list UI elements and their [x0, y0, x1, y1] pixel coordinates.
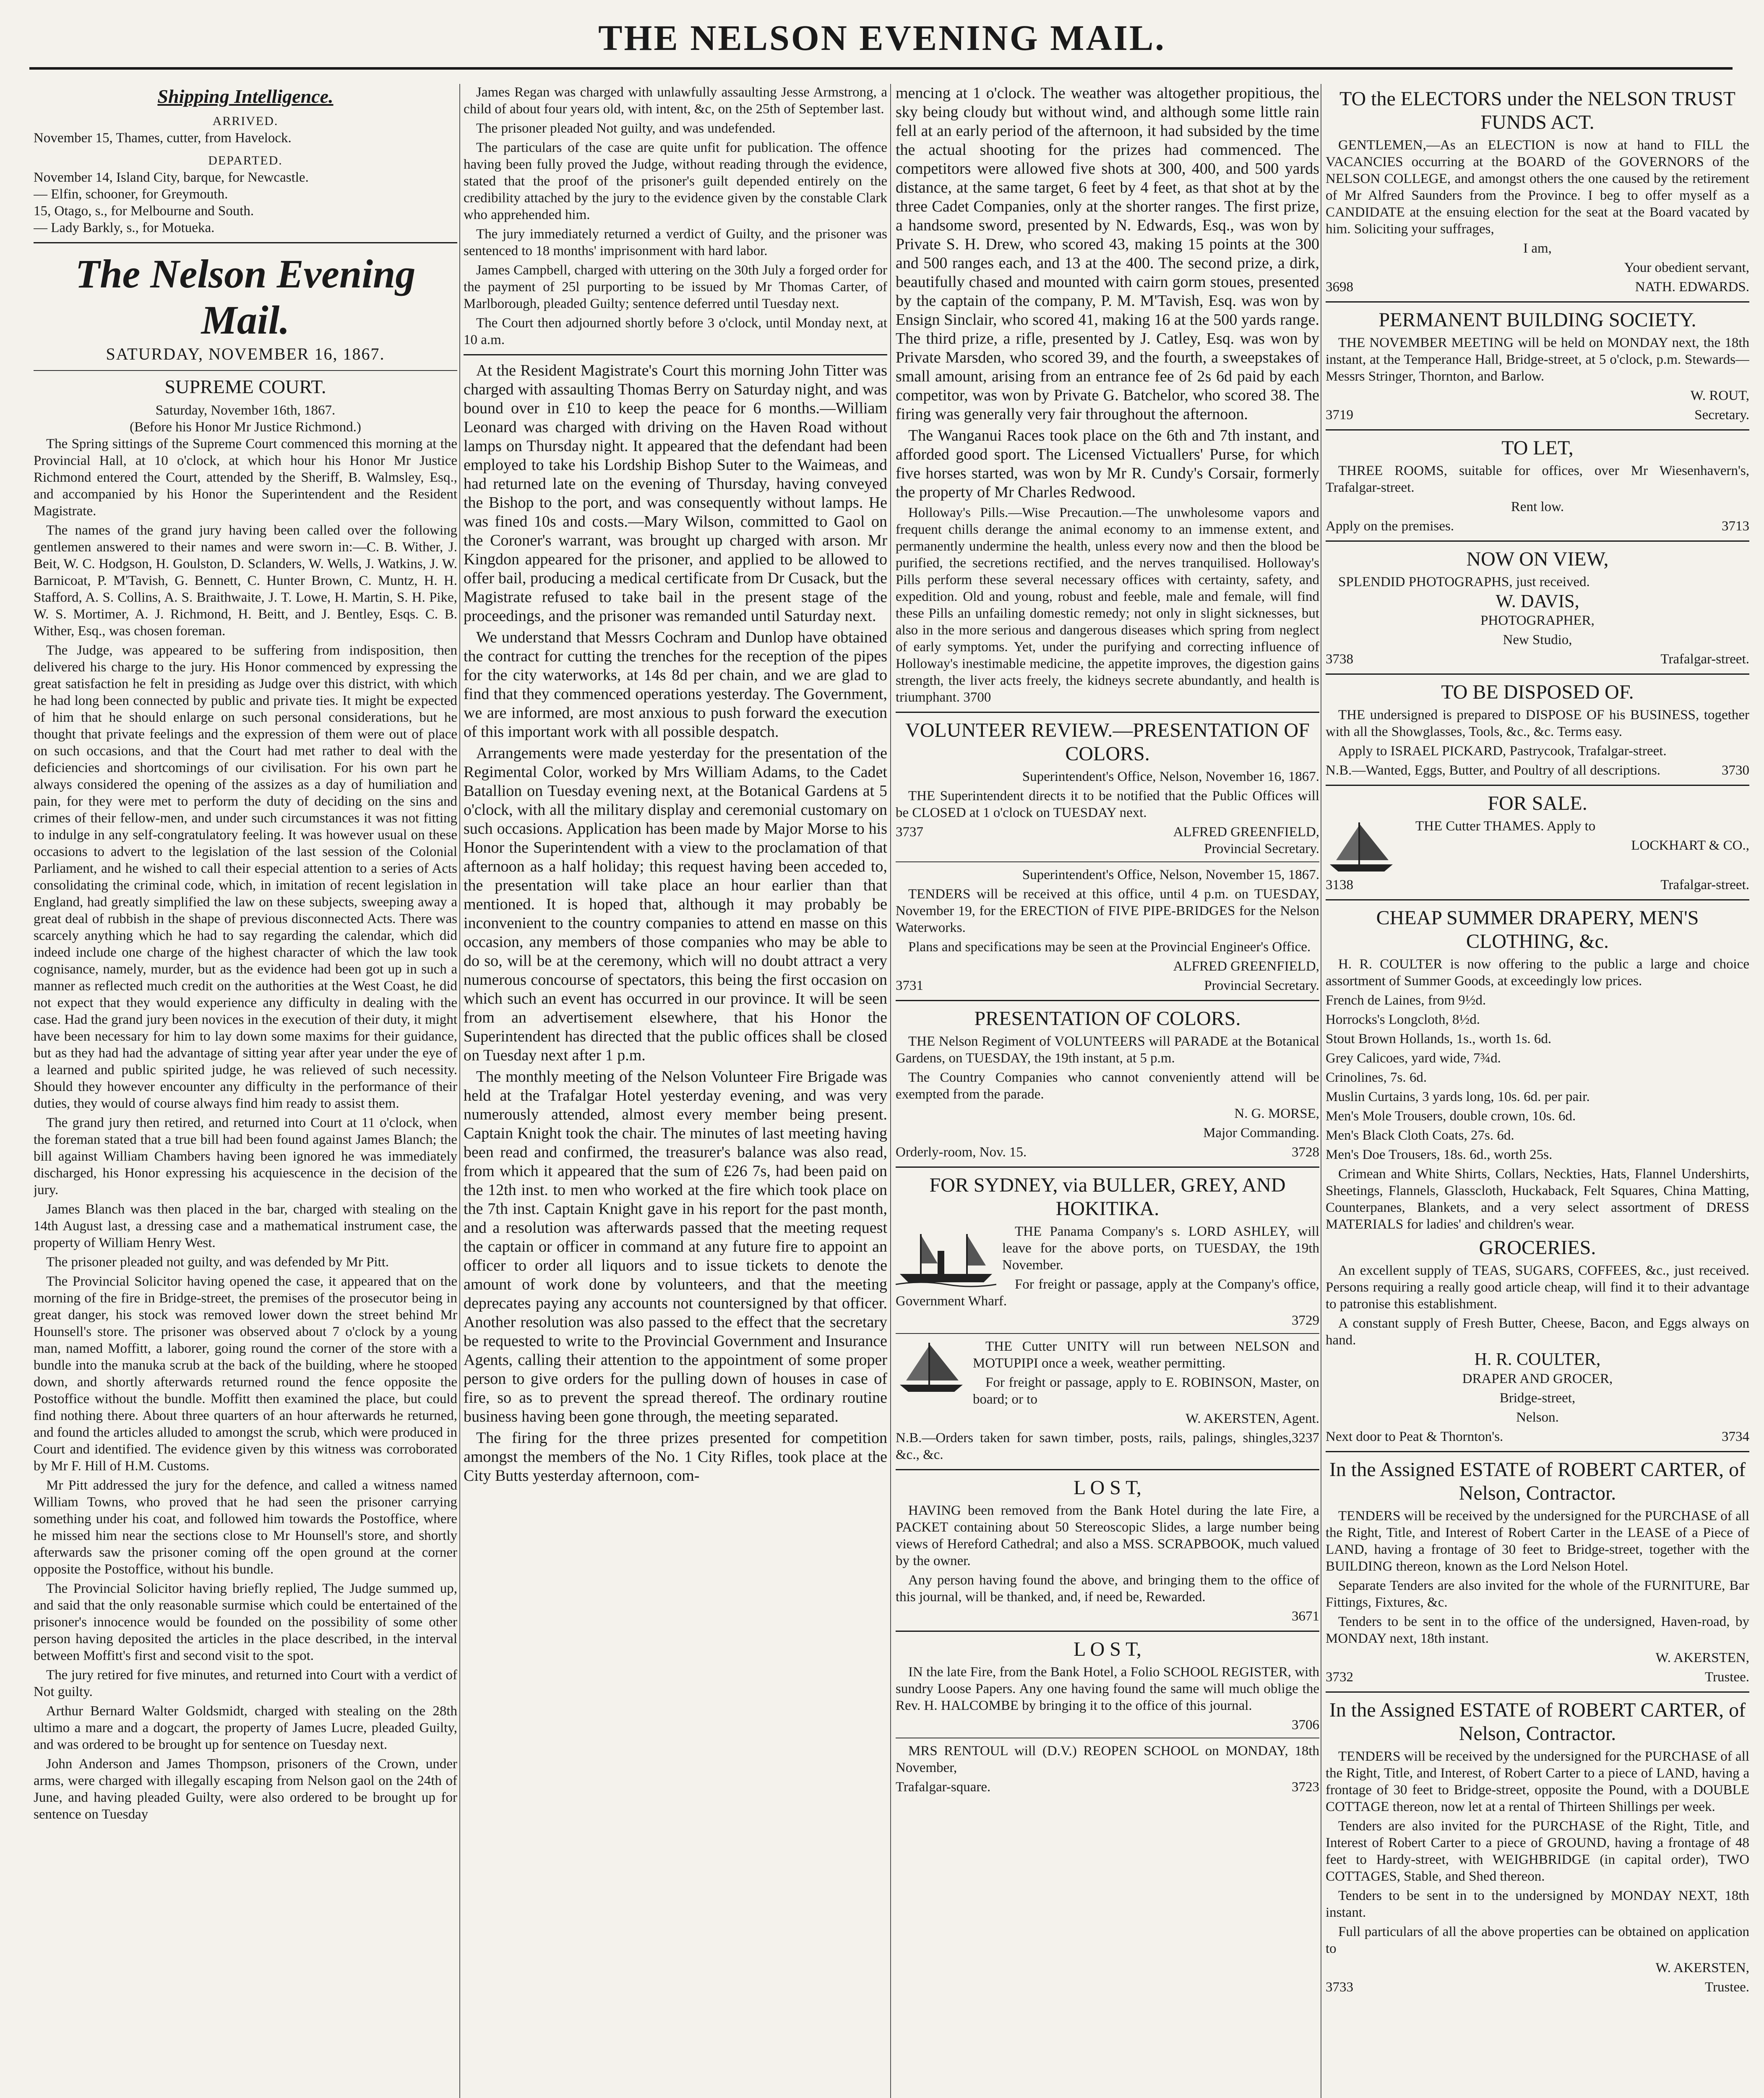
colors-title: PRESENTATION OF COLORS. — [974, 1007, 1241, 1030]
article-paragraph: The Provincial Solicitor having opened the case, it appeared that on the morning of the fire in Bridge-street, the premises of the prosecutor being in great danger, his stock was removed lower down the street behind Mr Hounsell's store. The prisoner was observed about 7 o'clock by a young man, named Moffitt, a laborer, going round the corner of the store with a bundle into the manuka scrub at the back of the building, where he stooped down, and shortly afterwards returned round the fence opposite the Postoffice without the bundle. Moffitt then examined the place, but could find nothing there. About three quarters of an hour afterwards he returned, and found the articles alluded to amongst the scrub, which were produced in Court and identified. The evidence given by this witness was corroborated by Mr F. Hill of H.M. Customs. — [34, 1274, 457, 1474]
text-line: Trafalgar-street. — [1660, 652, 1749, 667]
text-line: THE undersigned is prepared to DISPOSE OF his BUSINESS, together with all the Showglasses, Tools, &c., &c. Terms easy. — [1326, 707, 1749, 739]
text-line: 3734 — [1722, 1429, 1749, 1444]
text-line: MRS RENTOUL will (D.V.) REOPEN SCHOOL on MONDAY, 18th November, — [896, 1743, 1319, 1775]
text-line: Grey Calicoes, yard wide, 7¾d. — [1326, 1051, 1501, 1066]
sydney-title: FOR SYDNEY, via BULLER, GREY, AND HOKITIKA. — [929, 1174, 1286, 1220]
departed-label: DEPARTED. — [208, 154, 283, 167]
text-line: Men's Doe Trousers, 18s. 6d., worth 25s. — [1326, 1147, 1553, 1162]
text-line: THE NOVEMBER MEETING will be held on MONDAY next, the 18th instant, at the Temperance Hall, Bridge-street, at 5 o'clock, p.m. Stewards—Messrs Stringer, Thornton, and Barlow. — [1326, 335, 1749, 384]
article-paragraph: The jury immediately returned a verdict of Guilty, and the prisoner was sentenced to 18 months' imprisonment with hard labor. — [464, 227, 887, 258]
text-line: W. AKERSTEN, Agent. — [1186, 1411, 1319, 1426]
vol-text: THE Superintendent directs it to be notified that the Public Offices will be CLOSED at 1 o'clock on TUESDAY next. — [896, 788, 1319, 820]
article-paragraph: The names of the grand jury having been called over the following gentlemen answered to their names and were sworn in:—C. B. Wither, J. Beit, W. C. Hodgson, H. Goulston, D. Sclanders, W. Wells, J. Watkins, J. W. Barnicoat, P. M'Tavish, G. Bennett, C. Hunter Brown, C. Muntz, H. H. Stafford, A. S. Collins, A. S. Braithwaite, J. T. Lowe, H. Martin, S. H. Pike, W. S. Mortimer, A. J. Richmond, H. Beitt, and J. Bentley, Esqs. C. B. Wither, Esq., was chosen foreman. — [34, 523, 457, 639]
text-line: W. ROUT, — [1690, 388, 1749, 403]
text-line: Horrocks's Longcloth, 8½d. — [1326, 1012, 1480, 1027]
departed-item: — Lady Barkly, s., for Motueka. — [34, 220, 215, 235]
carter-title: In the Assigned ESTATE of ROBERT CARTER, of Nelson, Contractor. — [1329, 1699, 1746, 1745]
article-paragraph: mencing at 1 o'clock. The weather was altogether propitious, the sky being cloudy but without wind, and although some little rain fell at an early period of the afternoon, it had subsided by the time the actual shooting for the prizes had commenced. The competitors were allowed five shots at 300, 400, and 500 yards distance, at the same target, 6 feet by 4 feet, as that shot at by the three Cadet Companies, only at the shorter ranges. The first prize, a handsome sword, presented by N. Edwards, Esq., was won by Private S. H. Drew, who scored 43, making 15 points at the 300 and 500 ranges each, and 13 at the 400. The second prize, a dirk, beautifully chased and mounted with cairn gorm stoues, presented by the captain of the company, P. M. M'Tavish, Esq. was won by Ensign Sinclair, who scored 41, making 16 at the 500 yards range. The third prize, a rifle, presented by J. Catley, Esq. was won by Private Marsden, who scored 39, and the fourth, a sweepstakes of small amount, arising from an entrance fee of 2s 6d paid by each competitor, was won by Private G. Batchelor, who scored 38. The firing was generally very fair throughout the afternoon. — [896, 84, 1319, 423]
text-line: An excellent supply of TEAS, SUGARS, COFFEES, &c., just received. Persons requiring a really good article cheap, will find it to their advantage to patronise this establishment. — [1326, 1263, 1749, 1312]
text-line: W. AKERSTEN, — [1655, 1960, 1749, 1975]
text-line: Muslin Curtains, 3 yards long, 10s. 6d. per pair. — [1326, 1089, 1590, 1104]
building-title: PERMANENT BUILDING SOCIETY. — [1378, 309, 1696, 331]
text-line: H. R. COULTER is now offering to the public a large and choice assortment of Summer Goods, at exceedingly low prices. — [1326, 957, 1749, 989]
court-title: SUPREME COURT. — [164, 376, 326, 397]
date-line: SATURDAY, NOVEMBER 16, 1867. — [106, 344, 385, 363]
vol-office: Superintendent's Office, Nelson, November 16, 1867. — [1022, 769, 1319, 784]
column-1 — [34, 84, 457, 2098]
text-line: Tenders to be sent in to the office of the undersigned, Haven-road, by MONDAY next, 18th instant. — [1326, 1614, 1749, 1646]
text-line: New Studio, — [1503, 632, 1572, 647]
text-line: Major Commanding. — [1203, 1125, 1319, 1140]
text-line: W. DAVIS, — [1496, 591, 1579, 611]
text-line: 3733 — [1326, 1980, 1353, 1995]
text-line: DRAPER AND GROCER, — [1462, 1371, 1613, 1386]
text-line: 3731 — [896, 978, 923, 993]
text-line: THE Panama Company's s. LORD ASHLEY, will leave for the above ports, on TUESDAY, the 19th November. — [1002, 1224, 1319, 1273]
text-line: Rent low. — [1511, 499, 1564, 514]
article-paragraph: The grand jury then retired, and returned into Court at 11 o'clock, when the foreman stated that a true bill had been found against James Blanch; the bill against William Chambers having been ignored he was immediately discharged, his Honor expressing his acquiescence in the decision of the jury. — [34, 1115, 457, 1198]
court-date: Saturday, November 16th, 1867. — [155, 403, 336, 418]
text-line: SPLENDID PHOTOGRAPHS, just received. — [1338, 574, 1590, 590]
lost-title: L O S T, — [1074, 1638, 1141, 1660]
text-line: Men's Black Cloth Coats, 27s. 6d. — [1326, 1128, 1514, 1143]
text-line: 3713 — [1722, 519, 1749, 534]
text-line: 3730 — [1722, 763, 1749, 778]
article-paragraph: The Judge, was appeared to be suffering from indisposition, then delivered his charge to the jury. His Honor commenced by expressing the great satisfaction he felt in presiding as Judge over this district, with which he had long been connected by public and private ties. It might be expected of him that he should enlarge on such personal considerations, but he thought that private feelings and the expression of them were out of place on such occasions, and that the Court had met rather to deal with the deficiencies and shortcomings of our civilisation. For his own part he always considered the opening of the assizes as a day of humiliation and pain, for they were met to perform the duty of deciding on the sins and crimes of their fellow-men, and under such circumstances it was not fitting to indulge in any self-congratulatory feeling. It was however usual on these occasions to advert to the legislation of the last session of the Colonial Parliament, and he wished to call their especial attention to a series of Acts consolidating the criminal code, which, in imitation of recent legislation in England, had greatly simplified the law on these subjects, sweeping away a great deal of rubbish in the shape of previous disconnected Acts. There was scarcely anything which he had to say regarding the calendar, which did indeed include one charge of the highest character of which the law took cognisance, namely, murder, but as the evidence had been got up in such a manner as reflected much credit on the authorities at the West Coast, he did not expect that they would experience any difficulty in dealing with the case. Had the grand jury been novices in the execution of their duty, it might have been necessary for him to lay down some maxims for their guidance, but as they had had the advantage of sitting year after year under the eye of a learned and public spirited judge, he was relieved of such necessity. Should they however encounter any difficulty in the performance of their duties, they would of course always find him ready to assist them. — [34, 643, 457, 1111]
article-paragraph: We understand that Messrs Cochram and Dunlop have obtained the contract for cutting the trenches for the reception of the pipes for the city waterworks, at 14s 8d per chain, and we are glad to find that they commenced operations yesterday. The Government, we are informed, are most anxious to push forward the execution of this important work with all possible despatch. — [464, 629, 887, 741]
text-line: W. AKERSTEN, — [1655, 1650, 1749, 1665]
text-line: 3237 — [1292, 1430, 1319, 1446]
text-line: HAVING been removed from the Bank Hotel during the late Fire, a PACKET containing about 50 Stereoscopic Slides, a large number being views of Hereford Cathedral; and also a MSS. SCRAPBOOK, much valued by the owner. — [896, 1503, 1319, 1568]
text-line: Trustee. — [1704, 1670, 1749, 1685]
text-line: ALFRED GREENFIELD, — [1173, 825, 1319, 840]
paper-name: The Nelson Evening Mail. — [75, 251, 416, 342]
steamship-icon — [896, 1226, 996, 1289]
text-line: 3729 — [1292, 1313, 1319, 1328]
text-line: 3671 — [1292, 1609, 1319, 1624]
masthead: THE NELSON EVENING MAIL. — [598, 18, 1166, 58]
text-line: Provincial Secretary. — [1204, 841, 1319, 856]
text-line: I am, — [1523, 241, 1552, 256]
text-line: LOCKHART & CO., — [1631, 838, 1749, 853]
lost-title: L O S T, — [1074, 1477, 1141, 1499]
text-line: THE Cutter UNITY will run between NELSON and MOTUPIPI once a week, weather permitting. — [973, 1339, 1319, 1371]
tender-text: TENDERS will be received at this office, until 4 p.m. on TUESDAY, November 19, for the ERECTION of FIVE PIPE-BRIDGES for the Nelson Waterworks. — [896, 887, 1319, 935]
article-paragraph: The prisoner pleaded Not guilty, and was undefended. — [476, 121, 776, 136]
text-line: Bridge-street, — [1499, 1391, 1576, 1406]
court-before: (Before his Honor Mr Justice Richmond.) — [130, 420, 361, 435]
text-line: THREE ROOMS, suitable for offices, over Mr Wiesenhavern's, Trafalgar-street. — [1326, 463, 1749, 495]
text-line: 3706 — [1292, 1717, 1319, 1733]
article-paragraph: The Court then adjourned shortly before 3 o'clock, until Monday next, at 10 a.m. — [464, 316, 887, 347]
cutter-icon — [896, 1341, 967, 1395]
text-line: N. G. MORSE, — [1234, 1106, 1319, 1121]
text-line: The Country Companies who cannot conveniently attend will be exempted from the parade. — [896, 1070, 1319, 1102]
sale-title: FOR SALE. — [1488, 792, 1587, 814]
text-line: Next door to Peat & Thornton's. — [1326, 1429, 1503, 1444]
masthead-rule — [29, 67, 1733, 70]
electors-title: TO the ELECTORS under the NELSON TRUST FUNDS ACT. — [1339, 88, 1735, 133]
text-line: 3723 — [1292, 1780, 1319, 1795]
column-3 — [896, 84, 1319, 2098]
text-line: Apply on the premises. — [1326, 519, 1454, 534]
text-line: GENTLEMEN,—As an ELECTION is now at hand to FILL the VACANCIES occurring at the BOARD of the GOVERNORS of the NELSON COLLEGE, and amongst others the one caused by the retirement of Mr Alfred Saunders from the Province. I beg to offer myself as a CANDIDATE at the ensuing election for the seat at the Board vacated by him. Soliciting your suffrages, — [1326, 138, 1749, 237]
article-paragraph: James Regan was charged with unlawfully assaulting Jesse Armstrong, a child of about four years old, with intent, &c, on the 25th of September last. — [464, 85, 887, 117]
shipping-title: Shipping Intelligence. — [157, 86, 334, 107]
article-paragraph: James Campbell, charged with uttering on the 30th July a forged order for the payment of 25l purporting to be issued by Mr Thomas Carter, of Marlborough, pleaded Guilty; sentence deferred until Tuesday next. — [464, 263, 887, 311]
cutter-icon — [1326, 820, 1397, 875]
text-line: Full particulars of all the above properties can be obtained on application to — [1326, 1924, 1749, 1956]
article-paragraph: John Anderson and James Thompson, prisoners of the Crown, under arms, were charged with illegally escaping from Nelson gaol on the 24th of June, and having pleaded Guilty, were also ordered to be brought up for sentence on Tuesday — [34, 1756, 457, 1822]
text-line: Stout Brown Hollands, 1s., worth 1s. 6d. — [1326, 1031, 1552, 1046]
text-line: Trafalgar-street. — [1660, 877, 1749, 892]
text-line: 3719 — [1326, 407, 1353, 423]
text-line: A constant supply of Fresh Butter, Cheese, Bacon, and Eggs always on hand. — [1326, 1316, 1749, 1348]
text-line: Crinolines, 7s. 6d. — [1326, 1070, 1427, 1085]
text-line: Any person having found the above, and bringing them to the office of this journal, will be thanked, and, if need be, Rewarded. — [896, 1573, 1319, 1605]
tender-office: Superintendent's Office, Nelson, November 15, 1867. — [1022, 867, 1319, 882]
text-line: French de Laines, from 9½d. — [1326, 993, 1486, 1008]
groceries-title: GROCERIES. — [1479, 1237, 1596, 1259]
column-rule-2 — [890, 84, 891, 2098]
text-line: TENDERS will be received by the undersigned for the PURCHASE of all the Right, Title, and Interest of Robert Carter in the LEASE of a Piece of LAND, having a frontage of 30 feet to Bridge-street, together with the BUILDING thereon, known as the Lord Nelson Hotel. — [1326, 1508, 1749, 1574]
article-paragraph: The Spring sittings of the Supreme Court commenced this morning at the Provincial Hall, at 10 o'clock, at which hour his Honor Mr Justice Richmond entered the Court, attended by the Sheriff, B. Walmsley, Esq., and accompanied by his Honor the Superintendent and the Resident Magistrate. — [34, 436, 457, 519]
article-paragraph: The jury retired for five minutes, and returned into Court with a verdict of Not guilty. — [34, 1667, 457, 1699]
text-line: Your obedient servant, — [1624, 260, 1749, 275]
text-line: 3700 — [963, 690, 991, 705]
departed-item: — Elfin, schooner, for Greymouth. — [34, 187, 228, 202]
text-line: 3698 — [1326, 279, 1353, 295]
article-paragraph: The Provincial Solicitor having briefly replied, The Judge summed up, and said that the only reasonable surmise which could be entertained of the prisoner's innocence would be founded on the possibility of some other person having deposited the articles in the place described, in the interval between Moffitt's first and second visit to the spot. — [34, 1581, 457, 1663]
text-line: Nelson. — [1516, 1410, 1559, 1425]
departed-item: 15, Otago, s., for Melbourne and South. — [34, 204, 254, 219]
text-line: N.B.—Wanted, Eggs, Butter, and Poultry of all descriptions. — [1326, 763, 1660, 778]
text-line: For freight or passage, apply to E. ROBINSON, Master, on board; or to — [973, 1375, 1319, 1407]
text-line: IN the late Fire, from the Bank Hotel, a Folio SCHOOL REGISTER, with sundry Loose Papers. Any one having found the same will much oblige the Rev. H. HALCOMBE by bringing it to the office of this journal. — [896, 1665, 1319, 1713]
article-paragraph: The Wanganui Races took place on the 6th and 7th instant, and afforded good sport. The Licensed Victuallers' Purse, for which five horses started, was won by Mr R. Cundy's Corsair, formerly the property of Mr Charles Redwood. — [896, 427, 1319, 501]
arrived-label: ARRIVED. — [212, 114, 279, 128]
column-rule-1 — [459, 84, 460, 2098]
article-paragraph: The particulars of the case are quite unfit for publication. The offence having been fully proved the Judge, without reading through the evidence, stated that the proof of the prisoner's guilt depended entirely on the credibility attached by the jury to the evidence given by the constable Clark who apprehended him. — [464, 140, 887, 222]
text-line: THE Nelson Regiment of VOLUNTEERS will PARADE at the Botanical Gardens, on TUESDAY, the 19th instant, at 5 p.m. — [896, 1034, 1319, 1066]
article-paragraph: Arrangements were made yesterday for the presentation of the Regimental Color, worked by Mrs William Adams, to the Cadet Batallion on Tuesday evening next, at the Botanical Gardens at 5 o'clock, with all the military display and ceremonial customary on such occasions. Application has been made by Major Morse to his Honor the Superintendent with a view to the proclamation of that afternoon as a half holiday; this request having been acceded to, the presentation will take place an hour earlier than that mentioned. It is hoped that, although it may probably be inconvenient to the country companies to attend en masse on this occasion, any members of those companies who may be able to do so, will be at the ceremony, which will no doubt attract a very numerous concourse of spectators, this being the first occasion on which such an event has occurred in our province. It will be seen from an advertisement elsewhere, that his Honor the Superintendent has directed that the public offices shall be closed on Tuesday next after 1 p.m. — [464, 744, 887, 1064]
arrived-item: November 15, Thames, cutter, from Havelock. — [34, 130, 292, 146]
text-line: Apply to ISRAEL PICKARD, Pastrycook, Trafalgar-street. — [1338, 744, 1667, 759]
article-paragraph: The monthly meeting of the Nelson Volunteer Fire Brigade was held at the Trafalgar Hotel yesterday evening, and was very numerously attended, almost every member being present. Captain Knight took the chair. The minutes of last meeting having been read and confirmed, the treasurer's balance was also read, from which it appeared that the sum of £26 7s, had been paid on the 12th inst. to men who worked at the fire which took place on the 7th inst. Captain Knight gave in his report for the past month, and a resolution was afterwards passed that the meeting request the captain or officer in command at any future fire to appoint an officer to order all liquors and to issue tickets to denote the amount of work done by volunteers, and that the meeting deprecates paying any accounts not countersigned by that officer. Another resolution was also passed to the effect that the secretary be requested to write to the Provincial Government and Insurance Agents, calling their attention to the appointment of some proper person to give orders for the pulling down of houses in case of fire, so as to prevent the spread thereof. The ordinary routine business having been gone through, the meeting separated. — [464, 1068, 887, 1425]
text-line: Crimean and White Shirts, Collars, Neckties, Hats, Flannel Undershirts, Sheetings, Flannels, Glasscloth, Huckaback, Felt Squares, China Matting, Counterpanes, Blankets, and a very select assortment of DRESS MATERIALS for ladies' and children's wear. — [1326, 1166, 1749, 1232]
text-line: 3732 — [1326, 1670, 1353, 1685]
dispose-title: TO BE DISPOSED OF. — [1441, 681, 1634, 703]
text-line: Provincial Secretary. — [1204, 978, 1319, 993]
volunteer-title: VOLUNTEER REVIEW.—PRESENTATION OF COLORS. — [905, 719, 1310, 765]
text-line: 3138 — [1326, 877, 1353, 892]
article-paragraph: Arthur Bernard Walter Goldsmidt, charged with stealing on the 28th ultimo a mare and a dogcart, the property of James Lucre, pleaded Guilty, and was ordered to be brought up for sentence on Tuesday next. — [34, 1704, 457, 1752]
departed-item: November 14, Island City, barque, for Newcastle. — [34, 170, 309, 185]
text-line: NATH. EDWARDS. — [1635, 279, 1749, 295]
text-line: Orderly-room, Nov. 15. — [896, 1145, 1027, 1160]
text-line: 3738 — [1326, 652, 1353, 667]
view-title: NOW ON VIEW, — [1466, 548, 1609, 570]
text-line: H. R. COULTER, — [1474, 1350, 1601, 1369]
text-line: Trustee. — [1704, 1980, 1749, 1995]
text-line: PHOTOGRAPHER, — [1480, 613, 1595, 628]
article-paragraph: Mr Pitt addressed the jury for the defence, and called a witness named William Towns, who proved that he had seen the prisoner carrying something under his coat, and followed him towards the Postoffice, where he missed him near the sections close to Mr Hounsell's store, and shortly afterwards saw the prisoner coming off the open ground at the corner opposite the Postoffice, without his bundle. — [34, 1478, 457, 1577]
article-paragraph: At the Resident Magistrate's Court this morning John Titter was charged with assaulting Thomas Berry on Saturday night, and was bound over in £10 to keep the peace for 6 months.—William Leonard was charged with driving on the Haven Road without lamps on Thursday night. It appeared that the defendant had been employed to take his Lordship Bishop Suter to the Waimeas, and had returned late on the evening of Thursday, having conveyed the Bishop to the port, and was consequently without lamps. He was fined 10s and costs.—Mary Wilson, committed to Gaol on the Coroner's warrant, was brought up charged with arson. Mr Kingdon appeared for the prisoner, and applied to be allowed to offer bail, producing a medical certificate from Dr Cusack, but the Magistrate refused to take bail in the present stage of the proceedings, and the prisoner was remanded until Saturday next. — [464, 362, 887, 625]
text-line: Secretary. — [1694, 407, 1749, 423]
let-title: TO LET, — [1501, 437, 1574, 459]
text-line: For freight or passage, apply at the Company's office, Government Wharf. — [896, 1277, 1319, 1309]
text-line: Holloway's Pills.—Wise Precaution.—The unwholesome vapors and frequent chills derange the animal economy to an immense extent, and permanently undermine the health, unless every now and then the blood be purified, the secretions rectified, and the nerves tranquilised. Holloway's Pills perform these several necessary offices with certainty, safety, and expedition. Old and young, robust and feeble, male and female, will find these Pills an unfailing domestic remedy; not only in slight sicknesses, but also in the more serious and dangerous diseases which spring from neglect of early symptoms. Yet, under the purifying and correcting influence of Holloway's inestimable medicine, the appetite improves, the digestion gains strength, the liver acts freely, the kidneys secrete abundantly, and health is triumphant. — [896, 505, 1319, 705]
text-line: Trafalgar-square. — [896, 1780, 991, 1795]
carter-title: In the Assigned ESTATE of ROBERT CARTER, of Nelson, Contractor. — [1329, 1459, 1746, 1504]
text-line: Plans and specifications may be seen at the Provincial Engineer's Office. — [908, 939, 1311, 955]
text-line: TENDERS will be received by the undersigned for the PURCHASE of all the Right, Title, and Interest, of Robert Carter to a piece of LAND, having a frontage of 30 feet to Bridge-street, opposite the Pound, with a DOUBLE COTTAGE thereon, now let at a rental of Thirteen Shillings per week. — [1326, 1749, 1749, 1814]
holloway-ad — [896, 504, 1319, 706]
text-line: Tenders are also invited for the PURCHASE of the Right, Title, and Interest of Robert Carter to a piece of GROUND, having a frontage of 48 feet to Hardy-street, with WEIGHBRIDGE (in capital order), TWO COTTAGES, Stable, and Shed thereon. — [1326, 1819, 1749, 1884]
text-line: THE Cutter THAMES. Apply to — [1415, 819, 1596, 834]
text-line: N.B.—Orders taken for sawn timber, posts, rails, palings, shingles, &c., &c. — [896, 1430, 1292, 1462]
text-line: ALFRED GREENFIELD, — [1173, 959, 1319, 974]
drapery-title: CHEAP SUMMER DRAPERY, MEN'S CLOTHING, &c. — [1376, 907, 1699, 952]
column-4 — [1326, 84, 1749, 2098]
text-line: 3737 — [896, 825, 923, 840]
column-2 — [464, 84, 887, 2098]
article-paragraph: The prisoner pleaded not guilty, and was defended by Mr Pitt. — [46, 1255, 389, 1270]
text-line: Tenders to be sent in to the undersigned by MONDAY NEXT, 18th instant. — [1326, 1888, 1749, 1920]
article-paragraph: James Blanch was then placed in the bar, charged with stealing on the 14th August last, a dressing case and a mathematical instrument case, the property of William Henry West. — [34, 1202, 457, 1250]
text-line: 3728 — [1292, 1145, 1319, 1160]
text-line: Men's Mole Trousers, double crown, 10s. 6d. — [1326, 1109, 1576, 1124]
article-paragraph: The firing for the three prizes presented for competition amongst the members of the No. 1 City Rifles, took place at the City Butts yesterday afternoon, com- — [464, 1429, 887, 1485]
text-line: Separate Tenders are also invited for the whole of the FURNITURE, Bar Fittings, Fixtures, &c. — [1326, 1578, 1749, 1610]
